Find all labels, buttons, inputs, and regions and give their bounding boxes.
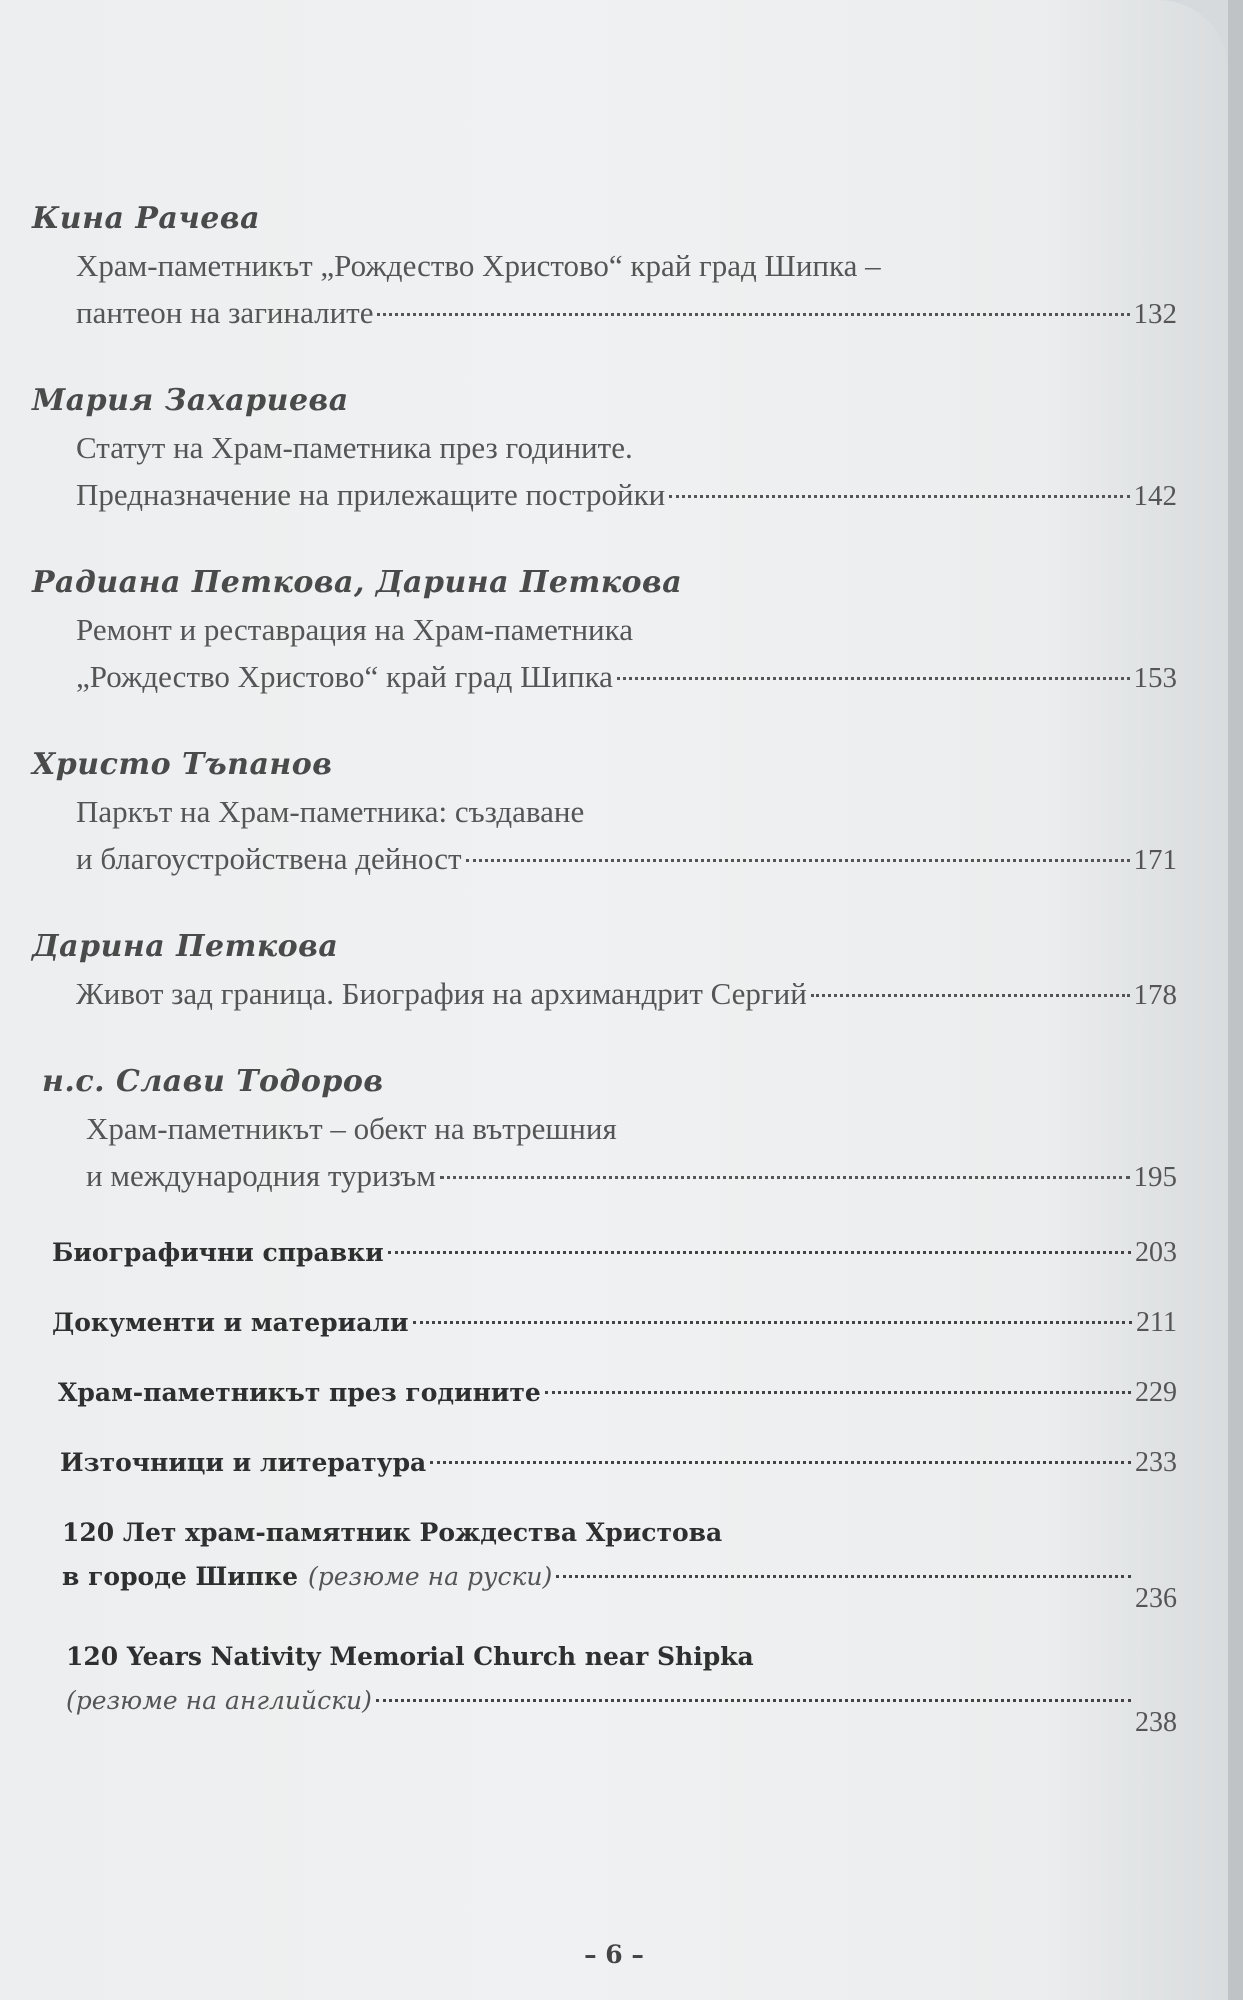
entry-title-text: Живот зад граница. Биография на архимандрит Сергий <box>76 976 807 1011</box>
page-number: 195 <box>1133 1161 1177 1193</box>
page-number: 142 <box>1133 480 1177 512</box>
section-title-line: 120 Years Nativity Memorial Church near Shipka <box>66 1642 754 1671</box>
dot-leader <box>376 1699 1131 1702</box>
toc-section[interactable] <box>32 1231 1177 1275</box>
page-number: 233 <box>1135 1447 1177 1478</box>
section-title-text: в городе Шипке <box>62 1562 298 1591</box>
dot-leader <box>388 1251 1131 1254</box>
page-number: 132 <box>1133 298 1177 330</box>
entry-title-last-line[interactable] <box>32 653 1177 702</box>
entry-title-last-line[interactable] <box>32 835 1177 884</box>
section-title: Документи и материали <box>52 1308 409 1337</box>
page-number: 203 <box>1135 1237 1177 1268</box>
entry-author: Кина Рачева <box>32 201 261 236</box>
entry-title-line: Статут на Храм-паметника през годините. <box>76 430 633 465</box>
dot-leader <box>556 1575 1131 1578</box>
entry-title-text: пантеон на загиналите <box>76 295 374 330</box>
section-title-line: 120 Лет храм-памятник Рождества Христова <box>62 1518 723 1547</box>
toc-entry <box>32 742 1177 884</box>
entry-title-last-line[interactable] <box>32 289 1177 338</box>
toc-entry <box>32 378 1177 520</box>
page-number: 238 <box>1135 1707 1177 1738</box>
section-title-last-line <box>66 1679 1177 1738</box>
page-number: 178 <box>1133 979 1177 1011</box>
entry-title-text: и благоустройствена дейност <box>76 841 462 876</box>
section-note: (резюме на английски) <box>66 1686 372 1715</box>
entry-title-line: Ремонт и реставрация на Храм-паметника <box>76 612 633 647</box>
dot-leader <box>545 1391 1131 1394</box>
entry-title-line: Храм-паметникът – обект на вътрешния <box>86 1111 617 1146</box>
section-title-last-line <box>62 1555 1177 1614</box>
dot-leader <box>430 1461 1131 1464</box>
dot-leader <box>669 495 1129 498</box>
table-of-contents <box>32 196 1177 1743</box>
section-title: Храм-паметникът през годините <box>58 1378 541 1407</box>
entry-author: н.с. Слави Тодоров <box>42 1064 384 1099</box>
toc-entry <box>32 560 1177 702</box>
toc-section[interactable] <box>32 1301 1177 1345</box>
page-edge <box>1228 0 1243 2000</box>
entry-title-last-line[interactable] <box>42 1152 1177 1201</box>
toc-section[interactable] <box>32 1371 1177 1415</box>
entry-title-line: Паркът на Храм-паметника: създаване <box>76 794 585 829</box>
entry-author: Мария Захариева <box>32 383 349 418</box>
toc-entry <box>32 196 1177 338</box>
dot-leader <box>466 859 1130 862</box>
section-note: (резюме на руски) <box>308 1562 553 1591</box>
entry-author: Христо Тъпанов <box>32 747 333 782</box>
entry-title-last-line[interactable] <box>32 970 1177 1019</box>
entry-author: Радиана Петкова, Дарина Петкова <box>32 565 683 600</box>
page-number: 229 <box>1135 1377 1177 1408</box>
entry-author: Дарина Петкова <box>32 929 339 964</box>
page-number: 211 <box>1136 1307 1177 1338</box>
page-number: 153 <box>1133 662 1177 694</box>
dot-leader <box>413 1321 1132 1324</box>
entry-title-last-line[interactable] <box>32 471 1177 520</box>
dot-leader <box>617 677 1130 680</box>
entry-title-text: „Рождество Христово“ край град Шипка <box>76 659 613 694</box>
page-number: 171 <box>1133 844 1177 876</box>
toc-section-summary[interactable] <box>32 1635 1177 1738</box>
dot-leader <box>811 994 1130 997</box>
entry-title-text: и международния туризъм <box>86 1158 436 1193</box>
dot-leader <box>440 1176 1130 1179</box>
toc-entry <box>32 924 1177 1019</box>
entry-title-text: Предназначение на прилежащите постройки <box>76 477 666 512</box>
toc-section[interactable] <box>32 1441 1177 1485</box>
dot-leader <box>377 313 1129 316</box>
page-folio: – 6 – <box>584 1940 644 1969</box>
toc-section-summary[interactable] <box>32 1511 1177 1614</box>
entry-title-line: Храм-паметникът „Рождество Христово“ край град Шипка – <box>76 248 881 283</box>
section-title: Източници и литература <box>60 1448 427 1477</box>
page-number: 236 <box>1135 1583 1177 1614</box>
toc-entry <box>32 1059 1177 1201</box>
section-title: Биографични справки <box>52 1238 384 1267</box>
